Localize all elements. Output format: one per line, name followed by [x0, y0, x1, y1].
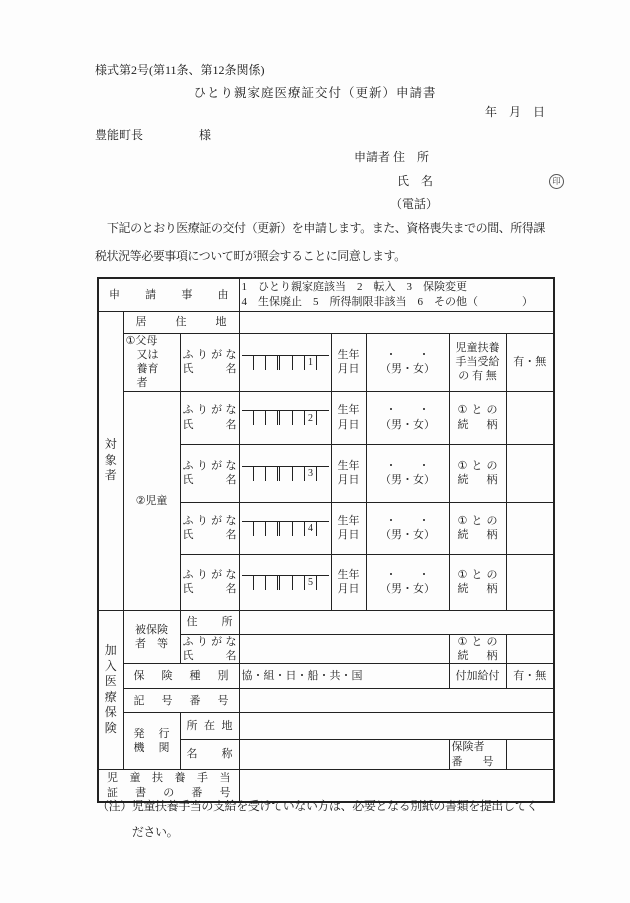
gender-label: （男・女）: [380, 583, 435, 596]
relation-label-line: ① と の: [457, 514, 498, 527]
furigana-name-label-cell: [180, 333, 239, 391]
parent-label-line: ①父母: [125, 334, 158, 347]
insured-label-line: 者 等: [135, 637, 168, 650]
code-boxes-2: [242, 410, 329, 425]
code-box: [277, 356, 291, 370]
furigana-name-label-cell: [180, 444, 239, 502]
birthdate-gender-cell: [366, 333, 449, 391]
parent-label-cell: [123, 333, 180, 391]
code-box: [292, 467, 304, 481]
allowance-label-line: 手当受給: [455, 355, 500, 368]
insurance-type-label: 保 険 種 別: [133, 670, 229, 683]
issuer-location-label-cell: [180, 713, 239, 740]
issuer-location-input-cell: [239, 713, 554, 740]
code-box: [242, 467, 253, 481]
code-box: [316, 356, 328, 370]
declaration-text: 下記のとおり医療証の交付（更新）を申請します。また、資格喪失までの間、所得課税状況等必要事項について町が照会することに同意します。: [95, 221, 545, 263]
furigana-label: ふりがな: [182, 568, 237, 581]
code-box: [242, 576, 253, 590]
birthdate-gender-cell: [366, 554, 449, 610]
relation-label-cell: [449, 444, 506, 502]
insurance-char: 入: [104, 658, 117, 673]
relation-label-line: 続 柄: [457, 583, 498, 596]
code-boxes-5: [242, 575, 329, 590]
code-box: [253, 356, 265, 370]
relation-label-line: ① と の: [457, 568, 498, 581]
symbol-number-row: [98, 689, 554, 713]
insurance-type-options-cell: [239, 664, 449, 689]
date-line: 年 月 日: [484, 105, 545, 119]
yes-no-label: 有・無: [513, 355, 547, 368]
birthdate-gender-cell: [366, 391, 449, 444]
insurer-number-label-cell: [449, 740, 506, 770]
code-box: [265, 576, 277, 590]
issuer-label-cell: [123, 713, 180, 770]
name-label: 氏 名: [182, 363, 237, 376]
insurance-char: 保: [104, 705, 117, 720]
name-input-cell-4: [239, 502, 331, 554]
gender-label: （男・女）: [380, 363, 435, 376]
allowance-status-label-cell: [449, 333, 506, 391]
code-boxes-3: [242, 466, 329, 481]
reason-options-line2: 4 生保廃止 5 所得制限非該当 6 その他（ ）: [241, 295, 533, 308]
supplement-yesno-cell: [506, 664, 554, 689]
blank-cell: [506, 444, 554, 502]
name-label: 氏 名: [182, 474, 237, 487]
code-box: [292, 522, 304, 536]
insurance-char: 療: [104, 689, 117, 704]
residence-row: [98, 311, 554, 333]
insurance-type-label-cell: [123, 664, 239, 689]
person-row-parent: [98, 333, 554, 391]
name-label: 氏 名: [182, 649, 237, 662]
gender-label: （男・女）: [380, 418, 435, 431]
parent-label-line: 又は: [125, 348, 159, 361]
birthdate-label-cell: [331, 333, 366, 391]
footnote-prefix: （注）: [97, 799, 132, 813]
birthdate-label-cell: [331, 502, 366, 554]
footnote: [97, 794, 548, 845]
target-group-cell: [98, 311, 123, 610]
furigana-label: ふりがな: [182, 459, 237, 472]
code-boxes-4: [242, 521, 329, 536]
relation-label-line: 続 柄: [457, 418, 498, 431]
applicant-phone-label: （電話）: [390, 197, 439, 211]
name-label: 氏 名: [182, 529, 237, 542]
code-box: [316, 411, 328, 425]
blank-cell: [506, 634, 554, 664]
code-box: [316, 522, 328, 536]
code-box: [265, 522, 277, 536]
applicant-label: 申請者: [354, 150, 391, 164]
code-box: [316, 467, 328, 481]
furigana-name-label-cell: [180, 502, 239, 554]
code-box: [292, 576, 304, 590]
birthdate-label-cell: [331, 391, 366, 444]
code-box: [292, 356, 304, 370]
insured-address-input-cell: [239, 610, 554, 634]
addressee-name: 豊能町長: [95, 128, 144, 142]
residence-label-cell: [123, 311, 239, 333]
children-label-cell: [123, 391, 180, 610]
issuer-name-label: 名 称: [186, 748, 233, 761]
person-row-child1: [98, 391, 554, 444]
blank-cell: [506, 391, 554, 444]
relation-label-cell: [449, 502, 506, 554]
date-dots: ・ ・: [385, 348, 430, 361]
parent-label-line: 者: [125, 377, 148, 390]
birth-label-line: 生年: [337, 348, 360, 361]
code-box: [253, 576, 265, 590]
residence-input-cell: [239, 311, 554, 333]
allowance-label-line: の 有 無: [458, 370, 497, 383]
insurer-number-line: 番 号: [451, 755, 494, 768]
name-input-cell-1: [239, 333, 331, 391]
code-box: [242, 356, 253, 370]
birthdate-gender-cell: [366, 502, 449, 554]
insured-label-line: 被保険: [135, 623, 168, 636]
furigana-label: ふりがな: [182, 404, 237, 417]
code-box: [292, 411, 304, 425]
furigana-label: ふりがな: [182, 635, 237, 648]
furigana-name-label-cell: [180, 391, 239, 444]
birth-label-line: 月日: [337, 363, 360, 376]
insurance-group-cell: [98, 610, 123, 769]
issuer-location-row: [98, 713, 554, 740]
date-dots: ・ ・: [385, 514, 430, 527]
code-box: [253, 411, 265, 425]
insured-address-label-cell: [180, 610, 239, 634]
symbol-number-input-cell: [239, 689, 554, 713]
target-group-vertical-label: [101, 409, 121, 512]
relation-label-line: ① と の: [457, 635, 498, 648]
parent-label-line: 養育: [125, 363, 159, 376]
applicant-block: [354, 146, 564, 217]
seal-icon: 印: [549, 174, 564, 189]
code-box: [265, 467, 277, 481]
row-number-box: 5: [304, 576, 316, 590]
relation-label-cell: [449, 634, 506, 664]
row-number-box: 3: [304, 467, 316, 481]
target-char: 象: [104, 452, 117, 467]
birth-label-line: 生年: [337, 568, 360, 581]
insurance-char: 険: [104, 720, 117, 735]
insurance-type-row: [98, 664, 554, 689]
insured-person-label-cell: [123, 610, 180, 664]
issuer-label-line: 機 関: [133, 742, 170, 755]
supplement-label: 付加給付: [455, 670, 500, 683]
symbol-number-label-cell: [123, 689, 239, 713]
code-box: [277, 522, 291, 536]
name-label: 氏 名: [182, 583, 237, 596]
allowance-yesno-cell: [506, 333, 554, 391]
date-dots: ・ ・: [385, 568, 430, 581]
code-box: [265, 356, 277, 370]
relation-label-line: 続 柄: [457, 649, 498, 662]
birthdate-label-cell: [331, 554, 366, 610]
target-char: 者: [104, 468, 117, 483]
code-box: [242, 411, 253, 425]
name-label: 氏 名: [182, 418, 237, 431]
insurer-number-line: 保険者: [451, 741, 485, 754]
addressee-honorific: 様: [199, 128, 212, 142]
applicant-name-label: 氏 名: [397, 173, 434, 188]
birthdate-label-cell: [331, 444, 366, 502]
page-title: ひとり親家庭医療証交付（更新）申請書: [193, 86, 437, 100]
relation-label-line: ① と の: [457, 404, 498, 417]
relation-label-line: ① と の: [457, 459, 498, 472]
birthdate-gender-cell: [366, 444, 449, 502]
relation-label-line: 続 柄: [457, 529, 498, 542]
name-input-cell-2: [239, 391, 331, 444]
addressee-line: [95, 126, 211, 143]
residence-label: 居 住 地: [135, 315, 227, 328]
reason-label: 申 請 事 由: [109, 288, 229, 301]
furigana-label: ふりがな: [182, 514, 237, 527]
reason-options-line1: 1 ひとり親家庭該当 2 転入 3 保険変更: [241, 281, 467, 294]
code-box: [277, 576, 291, 590]
row-number-box: 4: [304, 522, 316, 536]
application-table: [97, 277, 555, 803]
birth-label-line: 月日: [337, 583, 360, 596]
code-box: [265, 411, 277, 425]
symbol-number-label: 記 号 番 号: [133, 694, 229, 707]
blank-cell: [506, 502, 554, 554]
issuer-name-label-cell: [180, 740, 239, 770]
birth-label-line: 生年: [337, 514, 360, 527]
birth-label-line: 月日: [337, 418, 360, 431]
insurance-char: 加: [104, 643, 117, 657]
allowance-label-line: 児童扶養: [455, 341, 500, 354]
code-box: [242, 522, 253, 536]
yes-no-label: 有・無: [513, 670, 547, 683]
insured-address-row: [98, 610, 554, 634]
reason-row: [98, 278, 554, 311]
applicant-address-label: 住 所: [393, 150, 430, 164]
insured-name-input-cell: [239, 634, 449, 664]
date-dots: ・ ・: [385, 404, 430, 417]
code-box: [253, 522, 265, 536]
code-boxes-1: [242, 355, 329, 370]
allowance-cert-line: 児 童 扶 養 手 当: [107, 772, 231, 785]
birth-label-line: 月日: [337, 474, 360, 487]
gender-label: （男・女）: [380, 529, 435, 542]
furigana-name-label-cell: [180, 554, 239, 610]
code-box: [253, 467, 265, 481]
applicant-phone-line: [354, 193, 564, 217]
row-number-box: 2: [304, 411, 316, 425]
birth-label-line: 生年: [337, 459, 360, 472]
issuer-label-line: 発 行: [133, 727, 170, 740]
code-box: [316, 576, 328, 590]
relation-label-cell: [449, 554, 506, 610]
insurance-type-options: 協・組・日・船・共・国: [241, 670, 363, 683]
allowance-cert-line: 証 書 の 番 号: [107, 786, 231, 799]
furigana-name-label-cell: [180, 634, 239, 664]
reason-options-cell: [239, 278, 554, 311]
name-input-cell-3: [239, 444, 331, 502]
footnote-text: 児童扶養手当の支給を受けていない方は、必要となる別紙の書類を提出してください。: [131, 799, 538, 839]
applicant-address-line: [354, 146, 564, 170]
code-box: [277, 411, 291, 425]
insured-address-label: 住 所: [186, 616, 233, 629]
row-number-box: 1: [304, 356, 316, 370]
blank-cell: [506, 554, 554, 610]
name-input-cell-5: [239, 554, 331, 610]
gender-label: （男・女）: [380, 474, 435, 487]
birth-label-line: 月日: [337, 529, 360, 542]
date-dots: ・ ・: [385, 459, 430, 472]
relation-label-cell: [449, 391, 506, 444]
children-label: ②児童: [135, 494, 168, 507]
reason-label-cell: [98, 278, 239, 311]
insurance-char: 医: [104, 674, 117, 689]
relation-label-line: 続 柄: [457, 474, 498, 487]
supplement-label-cell: [449, 664, 506, 689]
birth-label-line: 生年: [337, 404, 360, 417]
insurer-number-input-cell: [506, 740, 554, 770]
code-box: [277, 467, 291, 481]
target-char: 対: [104, 437, 117, 452]
issuer-name-input-cell: [239, 740, 449, 770]
insurance-group-vertical-label: [101, 643, 121, 737]
form-number: 様式第2号(第11条、第12条関係): [95, 63, 265, 77]
furigana-label: ふりがな: [182, 348, 237, 361]
applicant-name-line: [354, 170, 564, 194]
issuer-location-label: 所 在 地: [186, 720, 233, 733]
